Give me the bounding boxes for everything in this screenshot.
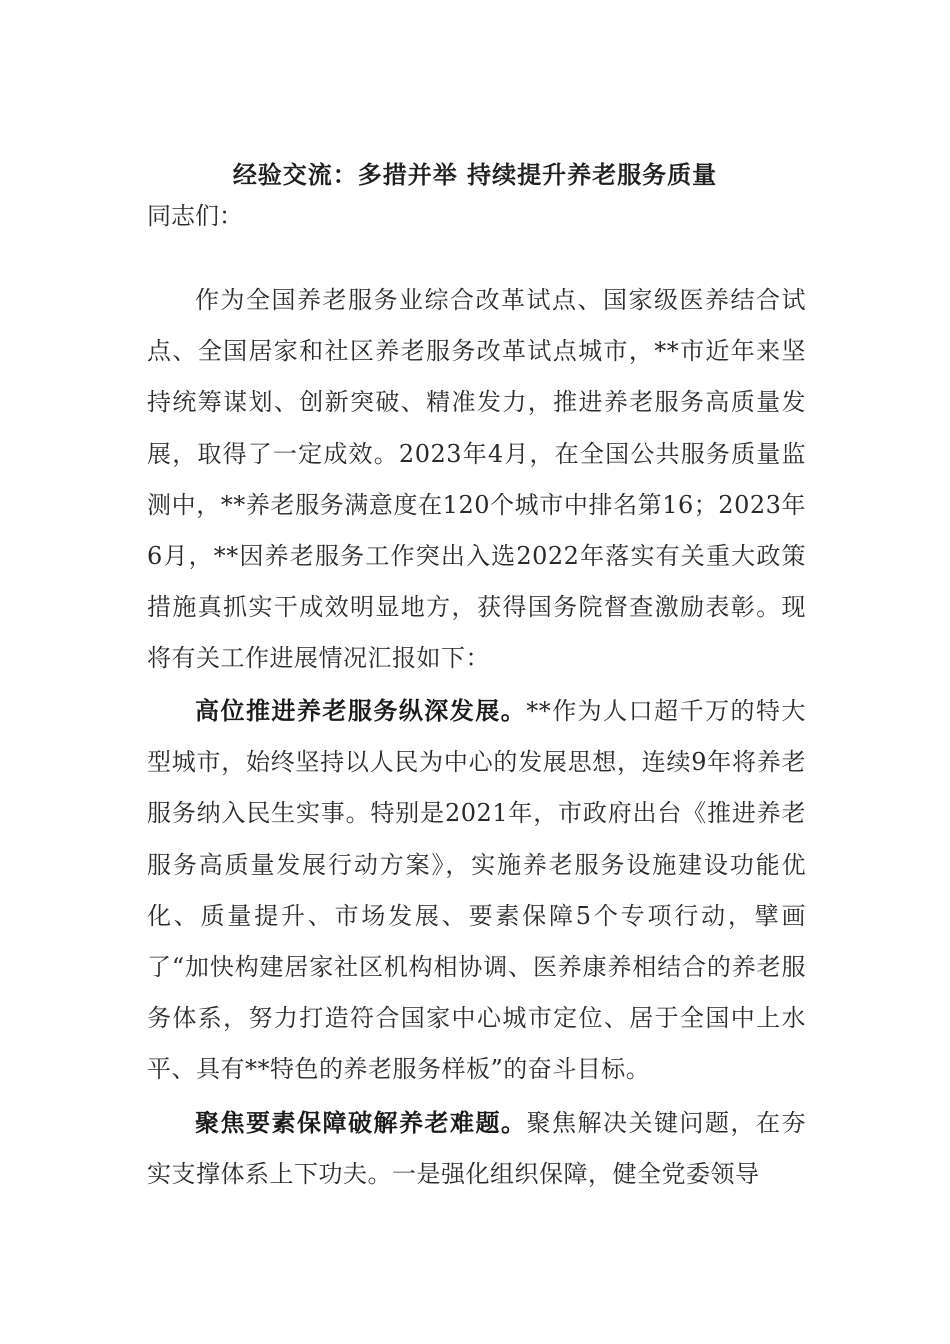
paragraph-lead: 高位推进养老服务纵深发展。 (195, 696, 527, 725)
paragraph-body: 聚焦解决关键问题，在夯实支撑体系上下功夫。一是强化组织保障，健全党委领导 (147, 1109, 806, 1189)
paragraph-body: **作为人口超千万的特大型城市，始终坚持以人民为中心的发展思想，连续9年将养老服务纳入民生实事。特别是2021年，市政府出台《推进养老服务高质量发展行动方案》，实施养老服务设施建设功能优化、质量提升、市场发展、要素保障5个专项行动，擘画了“加快构建居家社区机构相协调、医养康养相结合的养老服务体系，努力打造符合国家中心城市定位、居于全国中上水平、具有**特色的养老服务样板”的奋斗目标。 (147, 697, 807, 1084)
paragraph-lead: 聚焦要素保障破解养老难题。 (195, 1108, 527, 1137)
paragraph-body: 作为全国养老服务业综合改革试点、国家级医养结合试点、全国居家和社区养老服务改革试点城市，**市近年来坚持统筹谋划、创新突破、精准发力，推进养老服务高质量发展，取得了一定成效。2023年4月，在全国公共服务质量监测中，**养老服务满意度在120个城市中排名第16；2023年6月，**因养老服务工作突出入选2022年落实有关重大政策措施真抓实干成效明显地方，获得国务院督查激励表彰。现将有关工作进展情况汇报如下： (147, 286, 806, 673)
salutation: 同志们： (147, 202, 243, 230)
paragraph-section-2 (147, 1097, 806, 1200)
paragraph-intro (147, 274, 806, 685)
paragraph-section-1 (147, 685, 806, 1096)
document-title: 经验交流：多措并举 持续提升养老服务质量 (232, 160, 718, 189)
